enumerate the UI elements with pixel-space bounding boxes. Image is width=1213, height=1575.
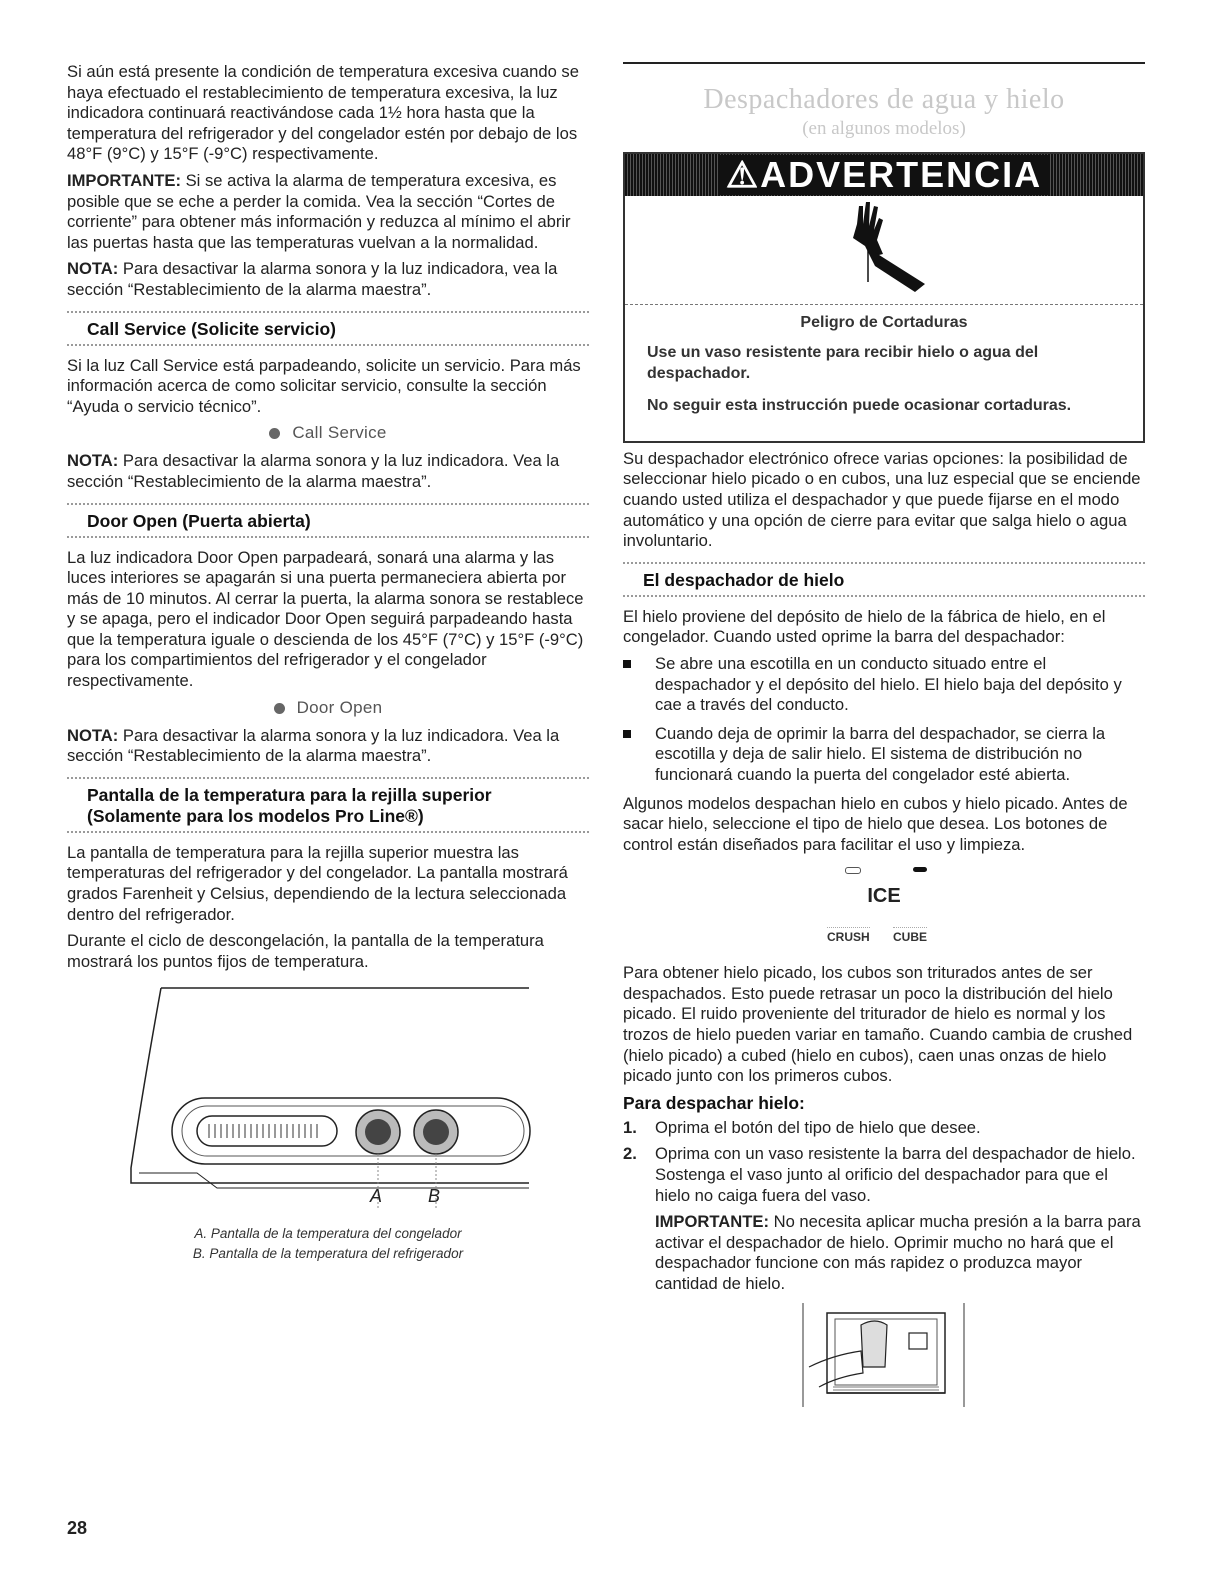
dispenser-figure [623,1303,1145,1421]
list-item-text: Cuando deja de oprimir la barra del despachador, se cierra la escotilla y deja de salir hielo. El sistema de distribución no funcionará cuando la puerta del congelador esté abierta. [655,723,1106,784]
warning-box [623,152,1145,443]
left-column [67,62,589,1264]
section-title-line1: Pantalla de la temperatura para la rejilla superior [87,784,492,805]
call-service-paragraph: Si la luz Call Service está parpadeando, solicite un servicio. Para más información acerca de como solicitar servicio, consulte la sección “Ayuda o servicio técnico”. [67,355,581,416]
step-important [655,1212,1145,1294]
note-text: Para desactivar la alarma sonora y la luz indicadora, vea la sección “Restablecimiento de la alarma maestra”. [67,259,558,299]
section-door-open [67,503,589,538]
note-paragraph [67,726,589,767]
note-label: NOTA: [67,451,119,471]
warning-text [625,305,1143,441]
temperature-display-figure [67,978,589,1224]
section-title: El despachador de hielo [643,569,845,590]
list-item-text: Se abre una escotilla en un conducto situado entre el despachador y el depósito del hielo. El hielo baja del depósito y cae a través del conducto. [655,653,1122,715]
dispense-steps [623,1118,1145,1295]
step-text: Oprima el botón del tipo de hielo que desee. [655,1117,981,1137]
section-title-line2: (Solamente para los modelos Pro Line®) [87,805,424,826]
list-item [623,1144,1145,1294]
note-text: Para desactivar la alarma sonora y la luz indicadora. Vea la sección “Restablecimiento de la alarma maestra”. [67,725,560,766]
important-label: IMPORTANTE: [67,170,181,190]
indicator-dot-icon [269,428,280,439]
indicator-dot-icon [274,703,285,714]
indicator-label: Call Service [292,423,387,443]
dispense-bullets [623,654,1145,786]
hazard-title: Peligro de Cortaduras [800,314,968,331]
defrost-paragraph: Durante el ciclo de descongelación, la pantalla de la temperatura mostrará los puntos fijos de temperatura. [67,931,544,971]
step-text: Oprima con un vaso resistente la barra del despachador de hielo. Sostenga el vaso junto al orificio del despachador para que el hielo no caiga fuera del vaso. [655,1144,1136,1205]
step-number: 1. [623,1117,637,1137]
dispenser-glass-illustration [623,1303,1145,1421]
section-title: Door Open (Puerta abierta) [87,510,311,531]
cut-hazard-hand-icon [625,196,1143,304]
page-title: Despachadores de agua y hielo [703,84,1065,115]
caption-a: A. Pantalla de la temperatura del congelador [194,1226,462,1242]
call-service-indicator [67,423,589,443]
dispenser-intro: Su despachador electrónico ofrece varias opciones: la posibilidad de seleccionar hielo picado o en cubos, una luz especial que se enciende cuando usted utiliza el despachador y que puede fijarse en el modo automático y una opción de cierre para evitar que salga hielo o agua involuntario. [623,448,1141,551]
warning-banner [625,154,1143,196]
important-paragraph [67,171,589,253]
section-ice-dispenser [623,562,1145,597]
door-open-paragraph: La luz indicadora Door Open parpadeará, sonará una alarma y las luces interiores se apagarán si una puerta permaneciera abierta por más de 10 minutos. Al cerrar la puerta, la alarma sonora se restablece y se apaga, pero el indicador Door Open seguirá parpadeando hasta que la temperatura iguale o descienda de los 45°F (7°C) y 15°F (-9°C) para los compartimientos del refrigerador y el congelador respectivamente. [67,547,584,691]
callout-label-b: B [428,1186,441,1207]
note-text: Para desactivar la alarma sonora y la luz indicadora. Vea la sección “Restablecimiento de la alarma maestra”. [67,451,560,491]
overtemp-paragraph: Si aún está presente la condición de temperatura excesiva cuando se haya efectuado el restablecimiento de temperatura excesiva, la luz indicadora continuará reactivándose cada 1½ hora hasta que la temperatura del refrigerador y del congelador estén por debajo de los 48°F (9°C) y 15°F (-9°C) respectivamente. [67,62,579,164]
step-number: 2. [623,1144,637,1164]
list-item [623,1118,1145,1139]
warning-title: ⚠ADVERTENCIA [718,155,1050,195]
ice-label: ICE [867,885,901,908]
indicator-label: Door Open [296,697,383,717]
note-paragraph [67,259,589,300]
crush-indicator-icon [845,867,861,874]
section-title: Call Service (Solicite servicio) [87,318,337,339]
important-label: IMPORTANTE: [655,1212,769,1232]
important-text: Si se activa la alarma de temperatura excesiva, es posible que se eche a perder la comida. Vea la sección “Cortes de corriente” para obtener más información y reduzca al mínimo el abrir las puertas hasta que las temperaturas vuelvan a la normalidad. [67,170,571,252]
note-label: NOTA: [67,725,119,745]
crush-button[interactable]: CRUSH [827,927,870,944]
list-item [623,724,1145,786]
cube-indicator-icon [913,867,927,872]
important-text: No necesita aplicar mucha presión a la barra para activar el despachador de hielo. Oprimir mucho no hará que el despachador funcione con más rapidez o produzca mayor cantidad de hielo. [655,1212,1141,1293]
door-open-indicator [67,698,589,718]
ice-control-panel [623,861,1145,953]
models-paragraph: Algunos modelos despachan hielo en cubos y hielo picado. Antes de sacar hielo, seleccione el tipo de hielo que desea. Los botones de control están diseñados para facilitar el uso y limpieza. [623,793,1128,854]
right-column [623,62,1145,1421]
ice-source-paragraph: El hielo proviene del depósito de hielo de la fábrica de hielo, en el congelador. Cuando usted oprime la barra del despachador: [623,606,1106,647]
caption-b: B. Pantalla de la temperatura del refrigerador [192,1246,464,1262]
note-paragraph [67,451,589,492]
dispense-title: Para despachar hielo: [623,1092,805,1113]
warning-instruction: Use un vaso resistente para recibir hielo o agua del despachador. [647,344,1039,382]
bullet-icon [623,660,631,668]
list-item [623,654,1145,716]
warning-consequence: No seguir esta instrucción puede ocasionar cortaduras. [647,397,1072,415]
temp-display-paragraph: La pantalla de temperatura para la rejilla superior muestra las temperaturas del refrigerador y del congelador. La pantalla mostrará grados Farenheit y Celsius, dependiendo de la lectura seleccionada dentro del refrigerador. [67,842,568,924]
callout-label-a: A [370,1186,383,1207]
bullet-icon [623,730,631,738]
note-label: NOTA: [67,259,119,279]
section-temp-display [67,777,589,833]
temperature-display-illustration [67,978,589,1224]
crushed-ice-paragraph: Para obtener hielo picado, los cubos son triturados antes de ser despachados. Esto puede retrasar un poco la distribución del hielo picado. El ruido proveniente del triturador de hielo es normal y los trozos de hielo pueden variar en tamaño. Cuando cambia de crushed (hielo picado) a cubed (hielo en cubos), caen unas onzas de hielo picado junto con los primeros cubos. [623,963,1133,1086]
section-call-service [67,311,589,346]
warning-pictogram [625,196,1143,305]
section-header [623,62,1145,140]
page-number: 28 [67,1518,88,1538]
cube-button[interactable]: CUBE [893,927,927,944]
page-subtitle: (en algunos modelos) [802,118,966,139]
